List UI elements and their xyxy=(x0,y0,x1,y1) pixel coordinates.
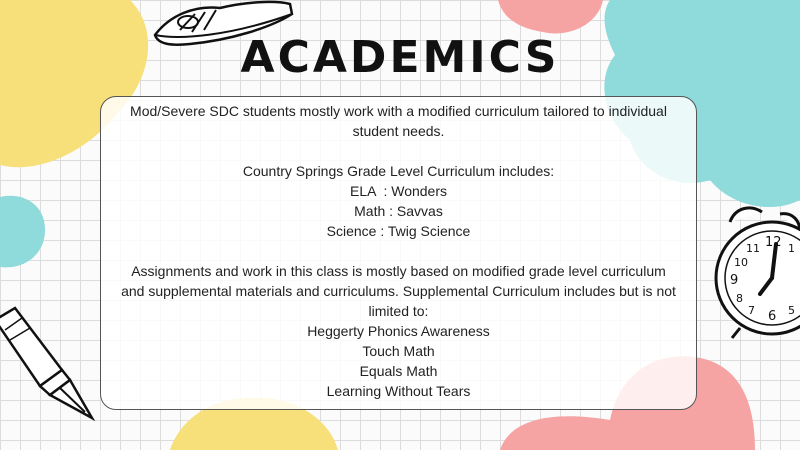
supplemental-item-heggerty: Heggerty Phonics Awareness xyxy=(307,323,490,339)
content-card xyxy=(100,96,697,410)
page-title: ACADEMICS xyxy=(240,32,560,83)
grade-level-item-ela: ELA : Wonders xyxy=(349,183,447,199)
alarm-clock-icon xyxy=(710,200,800,340)
supplemental-text: Assignments and work in this class is mostly based on modified grade level curriculum and supplemental materials and curriculums. Supplemental Curriculum includes but is not limited to: xyxy=(121,263,676,319)
clock-number-10: 10 xyxy=(734,256,748,269)
clock-number-5: 5 xyxy=(788,304,795,317)
fountain-pen-icon xyxy=(0,300,100,425)
clock-number-1: 1 xyxy=(788,242,795,255)
supplemental-item-touch-math: Touch Math xyxy=(362,343,435,359)
clock-number-12: 12 xyxy=(765,235,782,250)
grade-level-item-math: Math : Savvas xyxy=(354,203,443,219)
grade-level-item-science: Science : Twig Science xyxy=(326,223,471,239)
teal-blob-left xyxy=(0,192,50,272)
grade-level-heading: Country Springs Grade Level Curriculum includes: xyxy=(242,163,555,179)
clock-number-6: 6 xyxy=(768,309,777,324)
clock-number-8: 8 xyxy=(736,292,743,305)
clock-number-9: 9 xyxy=(730,273,739,288)
supplemental-item-equals-math: Equals Math xyxy=(359,363,438,379)
clock-number-7: 7 xyxy=(748,304,755,317)
clock-number-11: 11 xyxy=(746,242,760,255)
intro-text: Mod/Severe SDC students mostly work with a modified curriculum tailored to individual student needs. xyxy=(130,103,667,139)
supplemental-item-learning-without-tears: Learning Without Tears xyxy=(326,383,471,399)
